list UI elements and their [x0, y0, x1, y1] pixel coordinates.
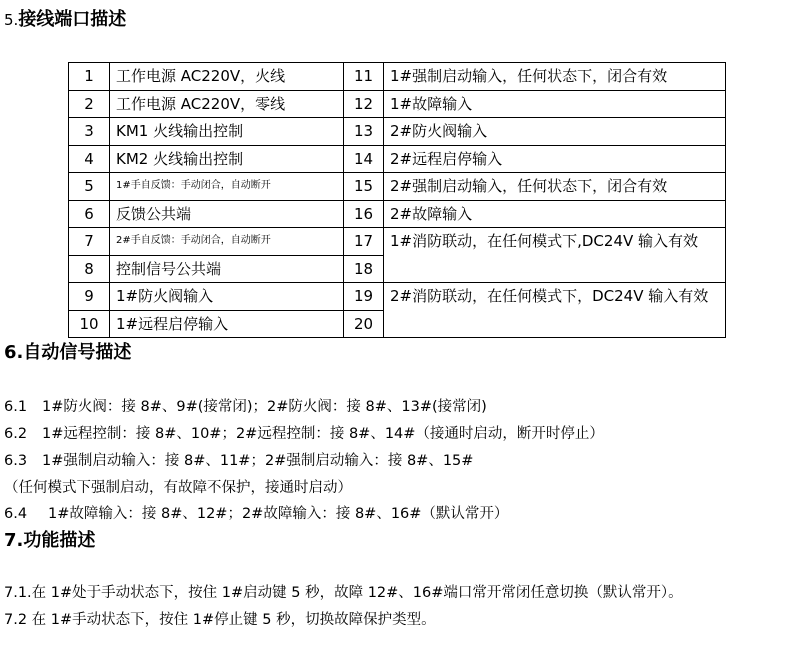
port-number: 20: [344, 310, 384, 338]
port-number: 3: [69, 118, 110, 146]
port-description: 2#强制启动输入，任何状态下，闭合有效: [384, 173, 726, 201]
port-number: 5: [69, 173, 110, 201]
table-row: [69, 200, 726, 228]
port-description: 2#故障输入: [384, 200, 726, 228]
port-number: 6: [69, 200, 110, 228]
paragraph: [4, 503, 508, 525]
port-number: 10: [69, 310, 110, 338]
port-number: 19: [344, 283, 384, 311]
table-row: [69, 63, 726, 91]
port-description: 1#远程启停输入: [110, 310, 344, 338]
item-text: 7.2 在 1#手动状态下，按住 1#停止键 5 秒，切换故障保护类型。: [4, 612, 436, 628]
section-number: 7.: [4, 530, 24, 551]
item-text: 7.1.在 1#处于手动状态下，按住 1#启动键 5 秒，故障 12#、16#端口常开常闭任意切换（默认常开）。: [4, 585, 683, 601]
item-text: （任何模式下强制启动，有故障不保护，接通时启动）: [4, 480, 352, 496]
item-label: 6.3: [4, 453, 28, 469]
port-number: 12: [344, 90, 384, 118]
port-number: 14: [344, 145, 384, 173]
section-title: 接线端口描述: [18, 9, 127, 30]
port-number: 7: [69, 228, 110, 256]
table-row: [69, 283, 726, 311]
item-text: 1#强制启动输入：接 8#、11#；2#强制启动输入：接 8#、15#: [42, 453, 474, 469]
port-description: 2#消防联动，在任何模式下，DC24V 输入有效: [384, 283, 726, 338]
port-number: 16: [344, 200, 384, 228]
port-number: 8: [69, 255, 110, 283]
item-text: 1#远程控制：接 8#、10#；2#远程控制：接 8#、14#（接通时启动，断开时停止）: [42, 426, 604, 442]
port-number: 13: [344, 118, 384, 146]
item-text: 1#防火阀：接 8#、9#(接常闭)；2#防火阀：接 8#、13#(接常闭): [42, 399, 487, 415]
port-number: 11: [344, 63, 384, 91]
port-description: 1#故障输入: [384, 90, 726, 118]
table-row: [69, 90, 726, 118]
paragraph: [4, 450, 473, 472]
port-description: 工作电源 AC220V，零线: [110, 90, 344, 118]
port-description: 1#强制启动输入，任何状态下，闭合有效: [384, 63, 726, 91]
section-6-heading: [4, 341, 131, 365]
port-description: KM2 火线输出控制: [110, 145, 344, 173]
section-5-heading: [4, 8, 126, 32]
section-title: 功能描述: [23, 530, 96, 551]
port-number: 9: [69, 283, 110, 311]
paragraph: [4, 396, 487, 418]
port-number: 2: [69, 90, 110, 118]
section-title: 自动信号描述: [23, 342, 132, 363]
item-label: 6.2: [4, 426, 28, 442]
port-number: 1: [69, 63, 110, 91]
item-label: 6.4: [4, 506, 28, 522]
port-description: 工作电源 AC220V，火线: [110, 63, 344, 91]
port-table: [68, 62, 726, 338]
port-description: 1#防火阀输入: [110, 283, 344, 311]
port-description: 2#远程启停输入: [384, 145, 726, 173]
table-row: [69, 228, 726, 256]
paragraph: [4, 423, 604, 445]
port-description: 2#手自反馈：手动闭合，自动断开: [110, 228, 344, 256]
paragraph: [4, 477, 352, 499]
port-number: 17: [344, 228, 384, 256]
port-description: 1#手自反馈：手动闭合，自动断开: [110, 173, 344, 201]
item-text: 1#故障输入：接 8#、12#；2#故障输入：接 8#、16#（默认常开）: [48, 506, 509, 522]
port-number: 4: [69, 145, 110, 173]
section-number: 6.: [4, 342, 24, 363]
paragraph: [4, 582, 683, 604]
port-description: 1#消防联动，在任何模式下,DC24V 输入有效: [384, 228, 726, 283]
table-row: [69, 118, 726, 146]
section-number: 5.: [4, 11, 19, 29]
port-number: 18: [344, 255, 384, 283]
item-label: 6.1: [4, 399, 28, 415]
port-description: 控制信号公共端: [110, 255, 344, 283]
paragraph: [4, 609, 436, 631]
table-row: [69, 173, 726, 201]
port-number: 15: [344, 173, 384, 201]
port-description: 反馈公共端: [110, 200, 344, 228]
port-description: KM1 火线输出控制: [110, 118, 344, 146]
table-row: [69, 145, 726, 173]
section-7-heading: [4, 529, 95, 553]
port-description: 2#防火阀输入: [384, 118, 726, 146]
